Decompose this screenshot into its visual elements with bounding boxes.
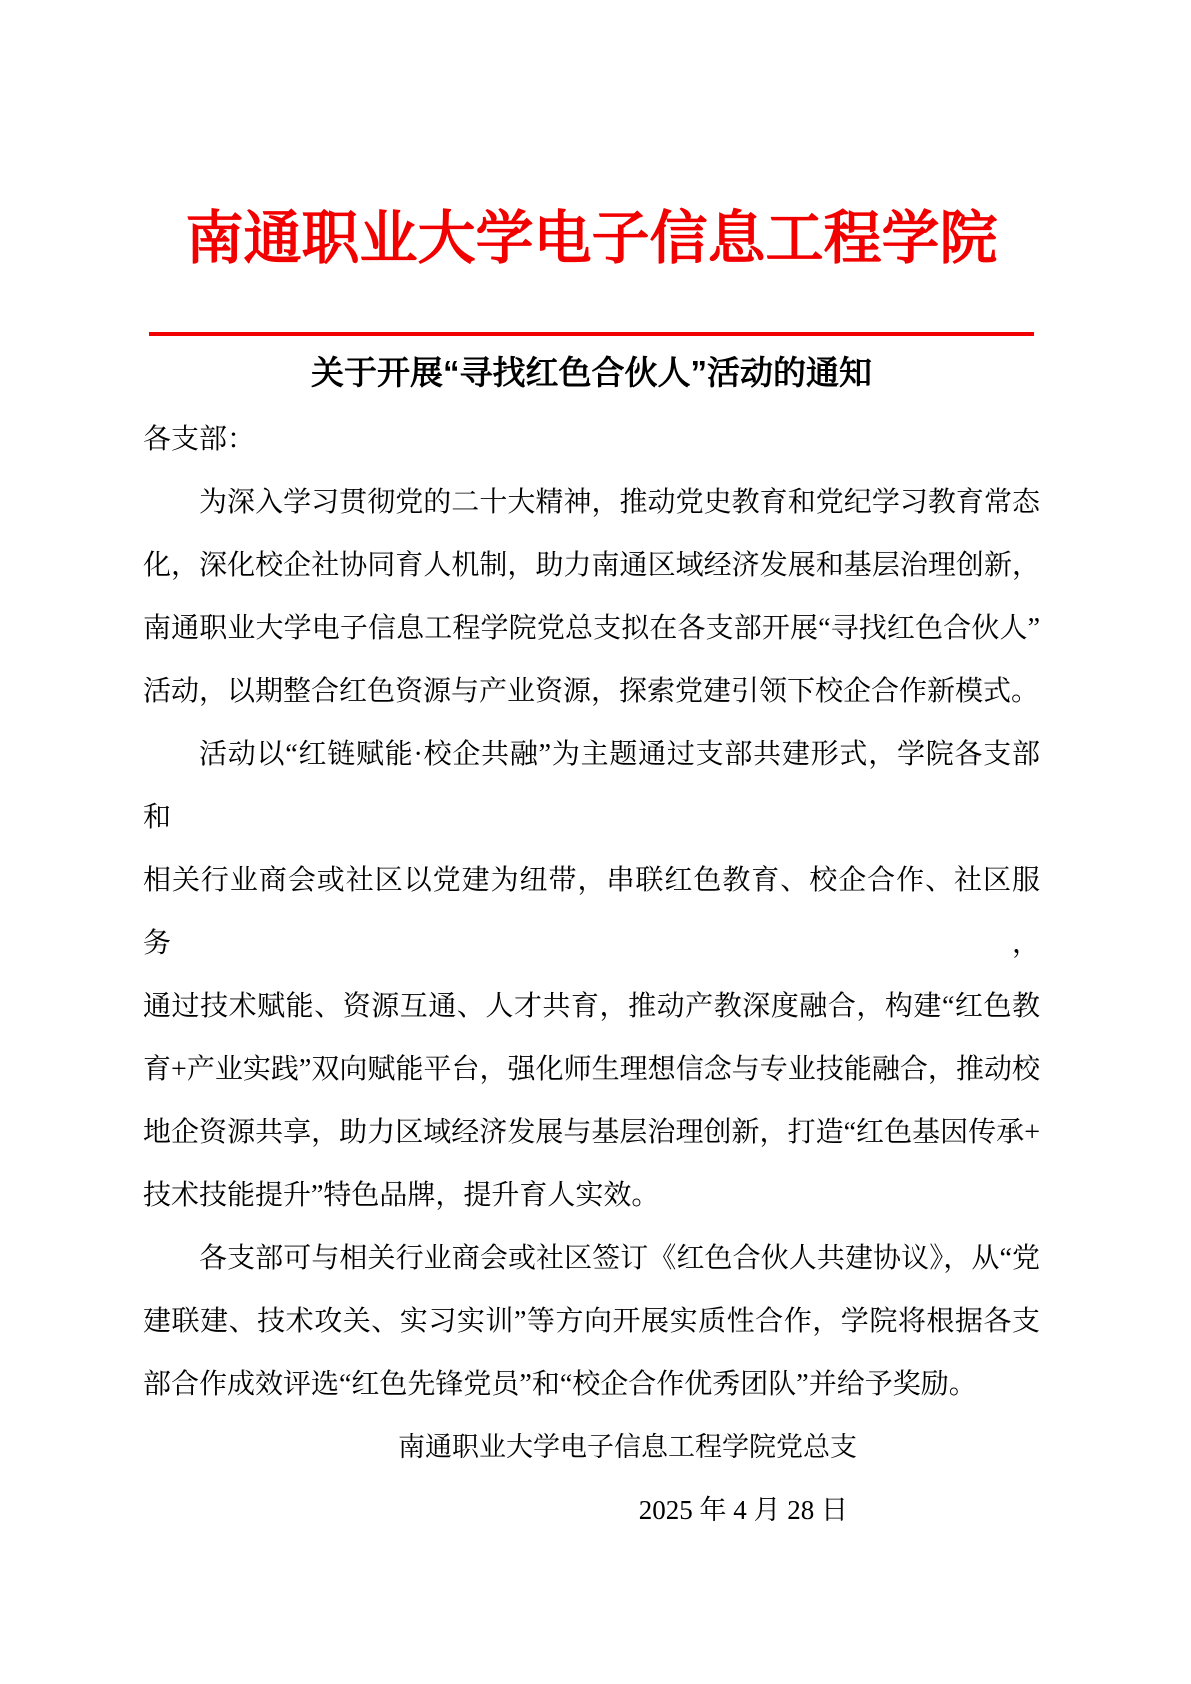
body-line: 部合作成效评选“红色先锋党员”和“校企合作优秀团队”并给予奖励。 (143, 1369, 977, 1400)
body-line: 活动以“红链赋能·校企共融”为主题通过支部共建形式，学院各支部和 (143, 739, 1040, 833)
body-line: 技术技能提升”特色品牌，提升育人实效。 (143, 1180, 660, 1211)
body-line: 地企资源共享，助力区域经济发展与基层治理创新，打造“红色基因传承+ (143, 1117, 1040, 1148)
signature-line: 南通职业大学电子信息工程学院党总支 (398, 1432, 857, 1462)
date-line: 2025 年 4 月 28 日 (638, 1495, 848, 1525)
body-line: 各支部可与相关行业商会或社区签订《红色合伙人共建协议》，从“党 (199, 1243, 1040, 1274)
body-line: 通过技术赋能、资源互通、人才共育，推动产教深度融合，构建“红色教 (143, 991, 1040, 1022)
body-line: 相关行业商会或社区以党建为纽带，串联红色教育、校企合作、社区服务， (143, 865, 1040, 959)
body-line: 为深入学习贯彻党的二十大精神，推动党史教育和党纪学习教育常态 (199, 487, 1040, 518)
body-line: 南通职业大学电子信息工程学院党总支拟在各支部开展“寻找红色合伙人” (143, 613, 1040, 644)
document-content (143, 0, 1040, 1542)
paragraph (143, 1227, 1040, 1416)
paragraph (143, 723, 1040, 1227)
letterhead-rule (149, 332, 1034, 336)
body-line: 育+产业实践”双向赋能平台，强化师生理想信念与专业技能融合，推动校 (143, 1054, 1040, 1085)
body-line: 建联建、技术攻关、实习实训”等方向开展实质性合作，学院将根据各支 (143, 1306, 1040, 1337)
paragraph (143, 471, 1040, 723)
body-line: 活动，以期整合红色资源与产业资源，探索党建引领下校企合作新模式。 (143, 676, 1040, 707)
notice-title: 关于开展“寻找红色合伙人”活动的通知 (311, 354, 872, 391)
salutation: 各支部： (143, 424, 256, 455)
notice-body (143, 471, 1040, 1416)
letterhead-title: 南通职业大学电子信息工程学院 (185, 206, 998, 271)
body-line: 化，深化校企社协同育人机制，助力南通区域经济发展和基层治理创新， (143, 550, 1040, 581)
